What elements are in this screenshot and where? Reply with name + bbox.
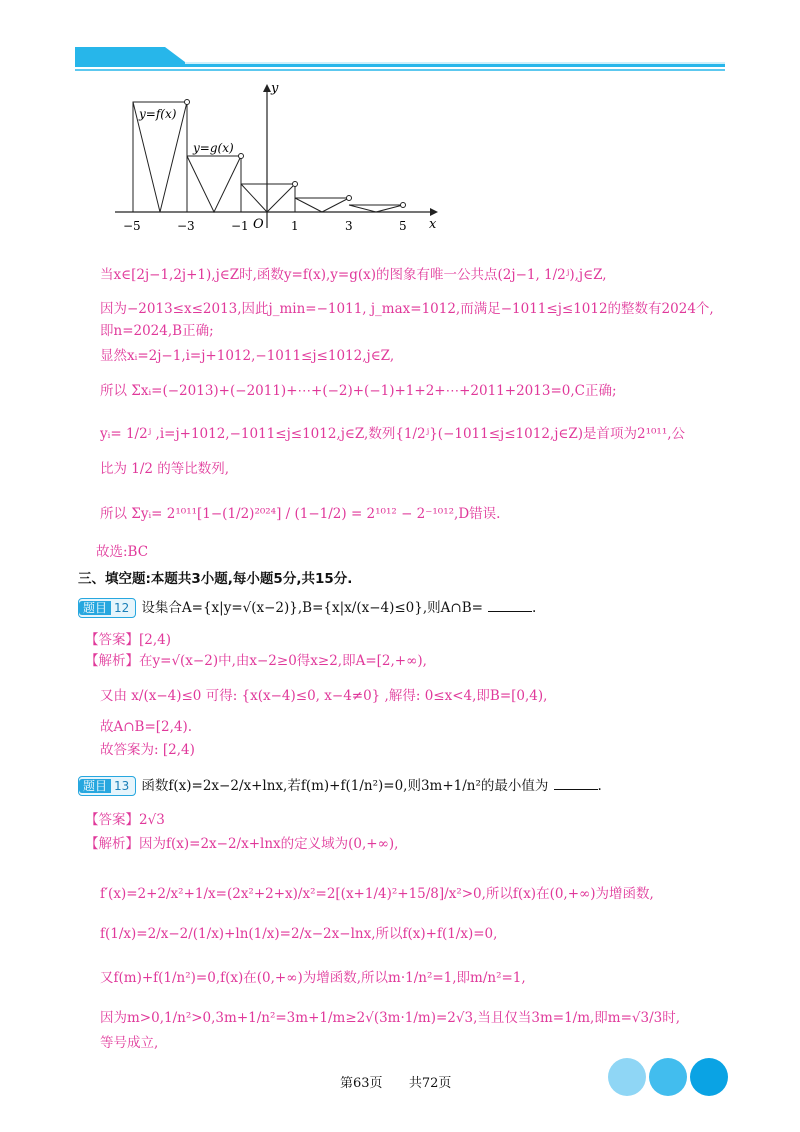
solution-line: yᵢ= 1/2ʲ ,i=j+1012,−1011≤j≤1012,j∈Z,数列{1/2ʲ}(−1011≤j≤1012,j∈Z)是首项为2¹⁰¹¹,公 xyxy=(100,426,686,442)
y-axis-label: y xyxy=(271,81,279,96)
section-heading: 三、填空题:本题共3小题,每小题5分,共15分. xyxy=(78,571,353,587)
solution-line: 又由 x/(x−4)≤0 可得: {x(x−4)≤0, x−4≠0} ,解得: 0≤x<4,即B=[0,4), xyxy=(100,688,548,704)
page-total: 共72页 xyxy=(408,1076,452,1091)
q13-answer: 【答案】2√3 xyxy=(85,812,165,828)
solution-line: 所以 Σxᵢ=(−2013)+(−2011)+⋯+(−2)+(−1)+1+2+⋯+2011+2013=0,C正确; xyxy=(100,383,617,399)
solution-line: 显然xᵢ=2j−1,i=j+1012,−1011≤j≤1012,j∈Z, xyxy=(100,348,395,364)
g-label: y=g(x) xyxy=(193,141,234,155)
question-text: 设集合A={x|y=√(x−2)},B={x|x/(x−4)≤0},则A∩B= xyxy=(141,600,483,616)
tick-label: −3 xyxy=(177,219,195,233)
solution-line: 因为−2013≤x≤2013,因此j_min=−1011, j_max=1012,而满足−1011≤j≤1012的整数有2024个, xyxy=(100,301,714,317)
solution-line: 比为 1/2 的等比数列, xyxy=(100,461,230,477)
q12-analysis: 【解析】在y=√(x−2)中,由x−2≥0得x≥2,即A=[2,+∞), xyxy=(85,653,427,669)
origin-label: O xyxy=(253,217,264,232)
q12-answer: 【答案】[2,4) xyxy=(85,632,172,648)
solution-line: 故选:BC xyxy=(96,544,149,560)
solution-line: f(1/x)=2/x−2/(1/x)+ln(1/x)=2/x−2x−lnx,所以f(x)+f(1/x)=0, xyxy=(100,926,498,942)
question-text: 函数f(x)=2x−2/x+lnx,若f(m)+f(1/n²)=0,则3m+1/n²的最小值为 xyxy=(141,778,549,794)
tick-label: −1 xyxy=(231,219,249,233)
solution-line: f′(x)=2+2/x²+1/x=(2x²+2+x)/x²=2[(x+1/4)²+15/8]/x²>0,所以f(x)在(0,+∞)为增函数, xyxy=(100,886,654,902)
question-tag: 题目 12 xyxy=(78,598,136,618)
tick-label: 3 xyxy=(345,219,353,233)
solution-line: 所以 Σyᵢ= 2¹⁰¹¹[1−(1/2)²⁰²⁴] / (1−1/2) = 2¹⁰¹² − 2⁻¹⁰¹²,D错误. xyxy=(100,506,501,522)
solution-line: 故答案为: [2,4) xyxy=(100,742,195,758)
solution-line: 等号成立, xyxy=(100,1035,159,1051)
tick-label: 5 xyxy=(399,219,407,233)
function-graph xyxy=(95,78,445,238)
solution-line: 当x∈[2j−1,2j+1),j∈Z时,函数y=f(x),y=g(x)的图象有唯一公共点(2j−1, 1/2ʲ),j∈Z, xyxy=(100,267,607,283)
solution-line: 因为m>0,1/n²>0,3m+1/n²=3m+1/m≥2√(3m·1/m)=2√3,当且仅当3m=1/m,即m=√3/3时, xyxy=(100,1010,681,1026)
question-tag: 题目 13 xyxy=(78,776,136,796)
solution-line: 又f(m)+f(1/n²)=0,f(x)在(0,+∞)为增函数,所以m·1/n²=1,即m/n²=1, xyxy=(100,970,526,986)
question-12: 题目 12 设集合A={x|y=√(x−2)},B={x|x/(x−4)≤0},则A∩B= . xyxy=(78,596,536,618)
x-axis-label: x xyxy=(429,217,437,232)
header-banner xyxy=(0,0,800,80)
q13-analysis: 【解析】因为f(x)=2x−2/x+lnx的定义域为(0,+∞), xyxy=(85,836,399,852)
f-label: y=f(x) xyxy=(139,107,177,121)
solution-line: 故A∩B=[2,4). xyxy=(100,719,193,735)
answer-blank xyxy=(488,611,532,612)
tick-label: −5 xyxy=(123,219,141,233)
tick-label: 1 xyxy=(291,219,299,233)
question-13: 题目 13 函数f(x)=2x−2/x+lnx,若f(m)+f(1/n²)=0,则3m+1/n²的最小值为 . xyxy=(78,774,602,796)
page-footer xyxy=(340,1072,451,1091)
answer-blank xyxy=(554,789,598,790)
decorative-circles xyxy=(605,1055,735,1100)
page-number: 第63页 xyxy=(340,1076,383,1091)
solution-line: 即n=2024,B正确; xyxy=(100,323,214,339)
